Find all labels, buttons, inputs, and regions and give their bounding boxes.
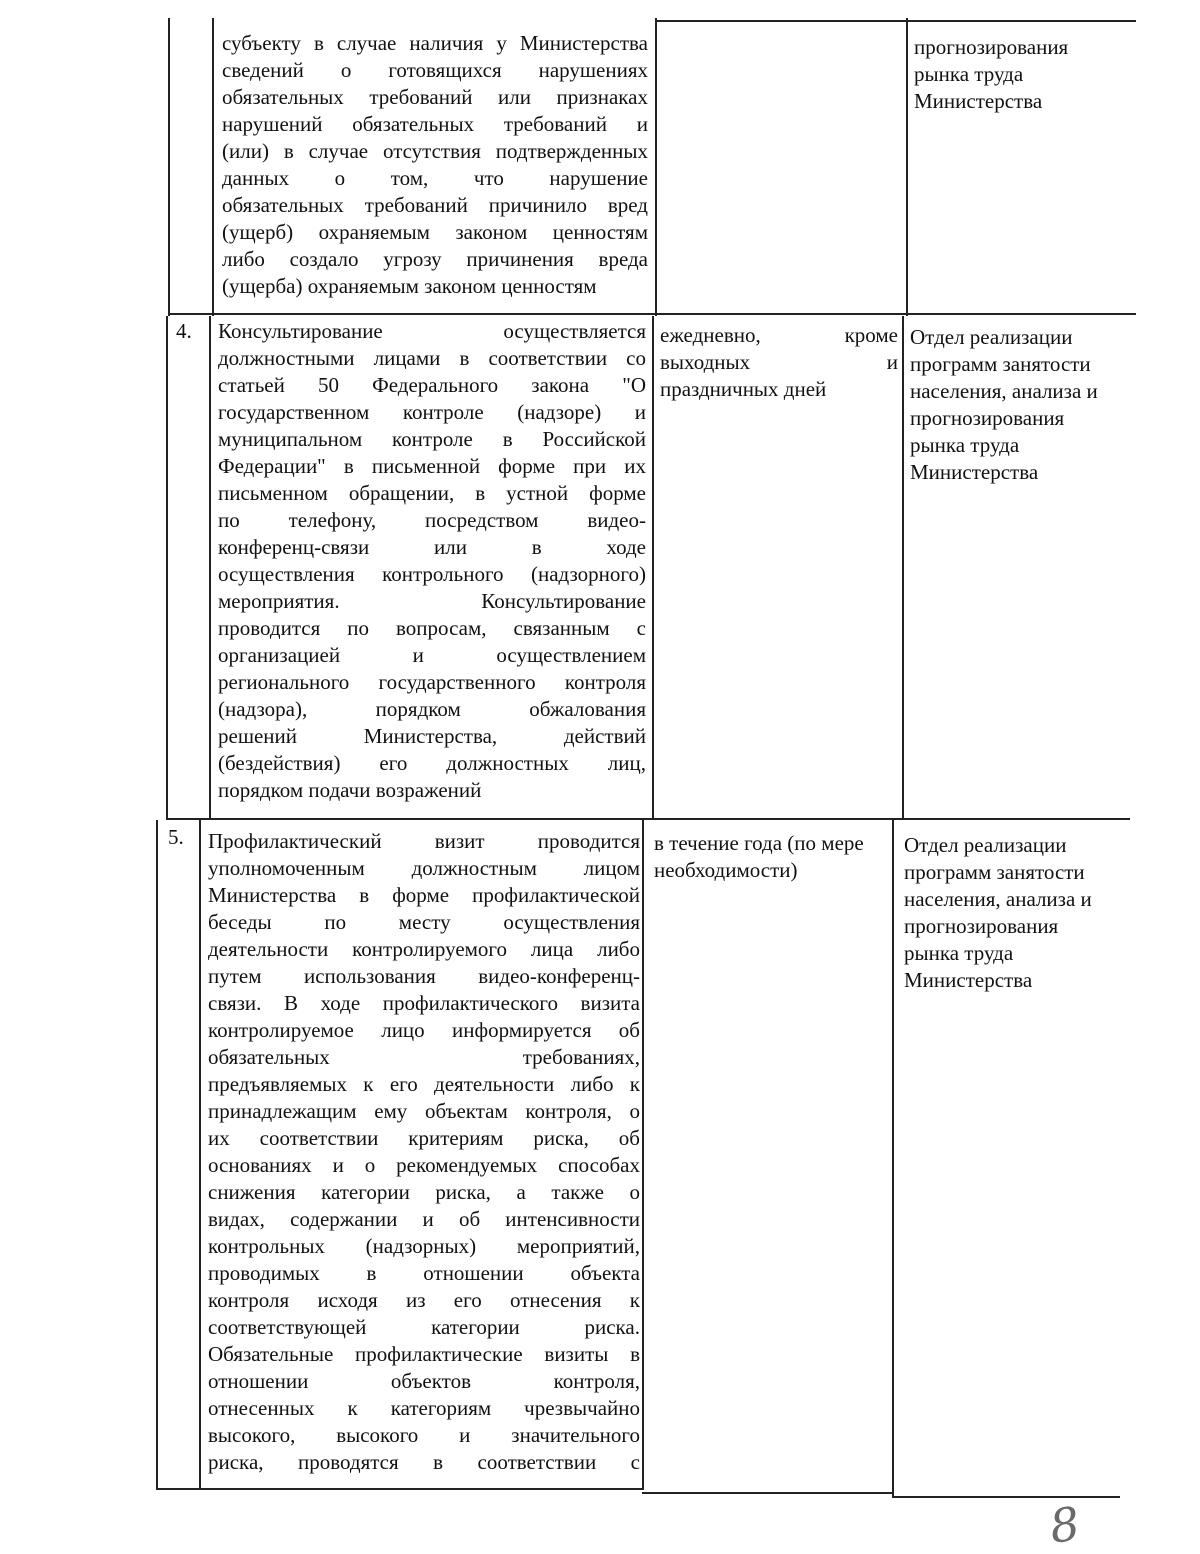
table-row-border <box>156 1488 642 1490</box>
column-divider <box>209 316 211 820</box>
responsible-line: Министерства <box>904 968 1033 992</box>
description-line: деятельности контролируемого лица либо <box>208 937 640 961</box>
description-line: сведений о готовящихся нарушениях <box>222 58 648 82</box>
description-line: снижения категории риска, а также о <box>208 1180 640 1204</box>
description-line: Министерства в форме профилактической <box>208 883 640 907</box>
description-line: Федерации" в письменной форме при их <box>218 454 646 478</box>
description-line: риска, проводятся в соответствии с <box>208 1450 640 1474</box>
table-border-left <box>166 316 168 820</box>
description-line: проводимых в отношении объекта <box>208 1261 640 1285</box>
responsible-cell <box>904 832 1120 994</box>
responsible-line: населения, анализа и <box>910 379 1098 403</box>
description-line: связи. В ходе профилактического визита <box>208 991 640 1015</box>
description-line: Консультирование осуществляется <box>218 319 646 343</box>
description-line: контрольных (надзорных) мероприятий, <box>208 1234 640 1258</box>
description-line: (бездействия) его должностных лиц, <box>218 751 646 775</box>
description-line: субъекту в случае наличия у Министерства <box>222 31 648 55</box>
description-line: конференц-связи или в ходе <box>218 535 646 559</box>
description-line: их соответствии критериям риска, об <box>208 1126 640 1150</box>
description-line: предъявляемых к его деятельности либо к <box>208 1072 640 1096</box>
table-row <box>218 318 646 804</box>
description-line: статьей 50 Федерального закона "О <box>218 373 646 397</box>
row-number: 5. <box>168 825 184 849</box>
responsible-line: рынка труда <box>910 433 1020 457</box>
column-divider <box>902 316 904 820</box>
description-line: проводится по вопросам, связанным с <box>218 616 646 640</box>
row-number: 4. <box>176 319 192 343</box>
column-divider <box>892 820 894 1496</box>
description-line: путем использования видео-конференц- <box>208 964 640 988</box>
description-line: (ущерб) охраняемым законом ценностям <box>222 220 648 244</box>
responsible-line: прогнозирования <box>914 35 1069 59</box>
column-divider <box>212 18 214 316</box>
responsible-line: Министерства <box>910 460 1039 484</box>
table-row <box>208 828 640 1476</box>
description-line: отношении объектов контроля, <box>208 1369 640 1393</box>
description-line: (ущерба) охраняемым законом ценностям <box>222 274 597 298</box>
responsible-line: населения, анализа и <box>904 887 1092 911</box>
description-line: организацией и осуществлением <box>218 643 646 667</box>
table-row-border <box>642 1492 892 1494</box>
description-line: обязательных требованиях, <box>208 1045 640 1069</box>
period-line: ежедневно, кроме <box>660 323 898 347</box>
responsible-cell <box>914 34 1134 115</box>
table-row-border <box>168 313 1136 315</box>
responsible-line: программ занятости <box>904 860 1085 884</box>
responsible-line: Отдел реализации <box>910 325 1073 349</box>
responsible-line: рынка труда <box>914 62 1024 86</box>
column-divider <box>642 820 644 1490</box>
description-line: контролируемое лицо информируется об <box>208 1018 640 1042</box>
responsible-line: Министерства <box>914 89 1043 113</box>
description-line: уполномоченным должностным лицом <box>208 856 640 880</box>
description-line: обязательных требований или признаках <box>222 85 648 109</box>
period-line: необходимости) <box>654 858 798 882</box>
column-divider <box>652 316 654 820</box>
responsible-line: программ занятости <box>910 352 1091 376</box>
description-line: высокого, высокого и значительного <box>208 1423 640 1447</box>
description-line: обязательных требований причинило вред <box>222 193 648 217</box>
description-line: регионального государственного контроля <box>218 670 646 694</box>
description-line: мероприятия. Консультирование <box>218 589 646 613</box>
period-cell <box>654 830 894 884</box>
description-line: данных о том, что нарушение <box>222 166 648 190</box>
table-row-border <box>892 1496 1120 1498</box>
description-line: осуществления контрольного (надзорного) <box>218 562 646 586</box>
table-border-left <box>156 820 158 1488</box>
description-line: государственном контроле (надзоре) и <box>218 400 646 424</box>
description-line: контроля исходя из его отнесения к <box>208 1288 640 1312</box>
responsible-line: прогнозирования <box>910 406 1065 430</box>
description-line: решений Министерства, действий <box>218 724 646 748</box>
description-line: Профилактический визит проводится <box>208 829 640 853</box>
description-line: письменном обращении, в устной форме <box>218 481 646 505</box>
responsible-line: Отдел реализации <box>904 833 1067 857</box>
table-row-border <box>656 20 1136 22</box>
responsible-line: прогнозирования <box>904 914 1059 938</box>
period-line: выходных и <box>660 350 898 374</box>
column-divider <box>906 18 908 316</box>
description-line: должностными лицами в соответствии со <box>218 346 646 370</box>
description-line: муниципальном контроле в Российской <box>218 427 646 451</box>
description-line: видах, содержании и об интенсивности <box>208 1207 640 1231</box>
description-line: основаниях и о рекомендуемых способах <box>208 1153 640 1177</box>
period-line: праздничных дней <box>660 377 827 401</box>
period-cell <box>660 322 898 403</box>
table-row <box>222 30 648 300</box>
column-divider <box>199 820 201 1488</box>
description-line: нарушений обязательных требований и <box>222 112 648 136</box>
responsible-cell <box>910 324 1130 486</box>
table-row-border <box>166 818 1130 820</box>
description-line: принадлежащим ему объектам контроля, о <box>208 1099 640 1123</box>
description-line: по телефону, посредством видео- <box>218 508 646 532</box>
description-line: соответствующей категории риска. <box>208 1315 640 1339</box>
description-line: Обязательные профилактические визиты в <box>208 1342 640 1366</box>
description-line: (надзора), порядком обжалования <box>218 697 646 721</box>
responsible-line: рынка труда <box>904 941 1014 965</box>
page-number: 8 <box>1046 1496 1083 1554</box>
description-line: отнесенных к категориям чрезвычайно <box>208 1396 640 1420</box>
description-line: (или) в случае отсутствия подтвержденных <box>222 139 648 163</box>
description-line: беседы по месту осуществления <box>208 910 640 934</box>
description-line: порядком подачи возражений <box>218 778 482 802</box>
description-line: либо создало угрозу причинения вреда <box>222 247 648 271</box>
period-line: в течение года (по мере <box>654 831 864 855</box>
column-divider <box>655 18 657 316</box>
table-border-left <box>168 18 170 316</box>
